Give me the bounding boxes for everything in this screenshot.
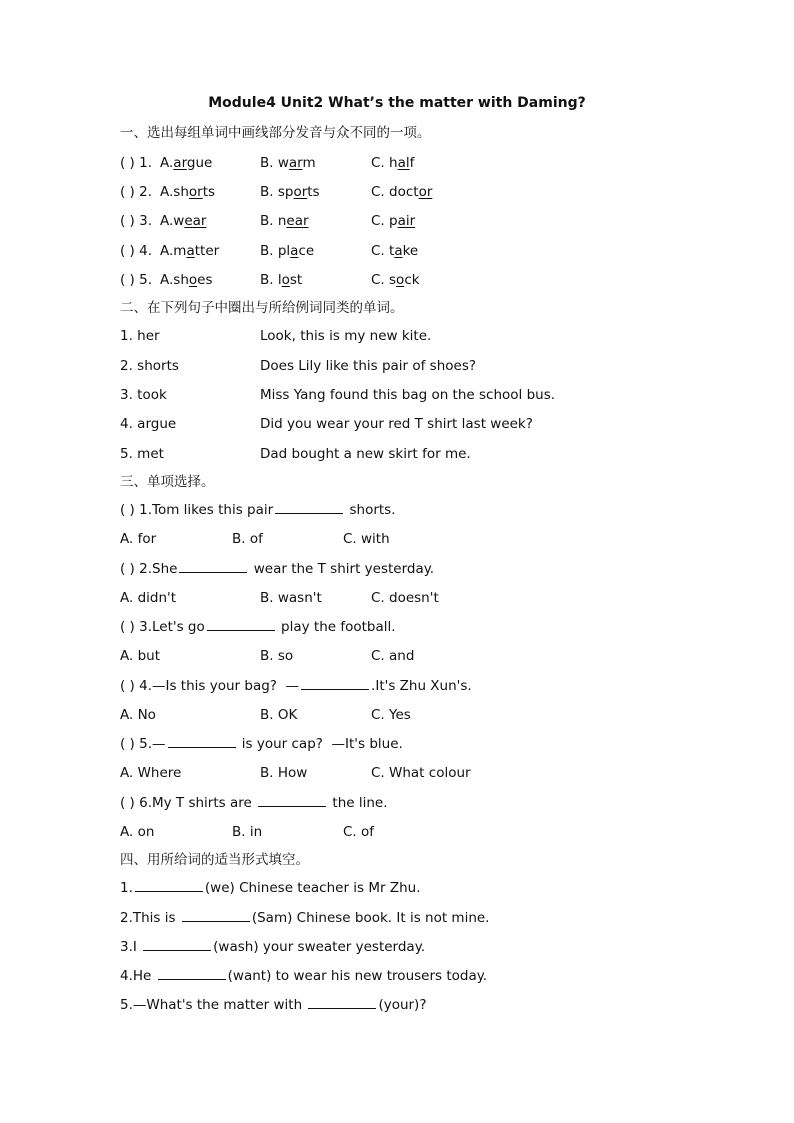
section-heading: 四、用所给词的适当形式填空。 bbox=[120, 852, 309, 868]
fill-in-sentence bbox=[120, 994, 427, 1016]
example-word: 1. her bbox=[120, 328, 160, 344]
question-suffix: shorts. bbox=[345, 502, 396, 518]
option-suffix: gue bbox=[186, 155, 213, 171]
answer-blank bbox=[158, 965, 226, 980]
example-word: 3. took bbox=[120, 387, 167, 403]
option-prefix: A.m bbox=[160, 243, 187, 259]
sentence-prefix: 3.I bbox=[120, 939, 142, 955]
option-prefix: C. doct bbox=[371, 184, 419, 200]
worksheet-title: Module4 Unit2 What’s the matter with Daming? bbox=[208, 95, 586, 111]
sentence: Look, this is my new kite. bbox=[260, 328, 432, 344]
option-b bbox=[260, 152, 316, 174]
option-b: B. OK bbox=[260, 707, 298, 723]
answer-blank bbox=[308, 994, 376, 1009]
answer-blank bbox=[168, 733, 236, 748]
option-a bbox=[160, 181, 215, 203]
option-a bbox=[160, 152, 212, 174]
option-a bbox=[160, 269, 213, 291]
answer-blank bbox=[143, 936, 211, 951]
option-suffix: m bbox=[302, 155, 316, 171]
underlined-letters: ar bbox=[288, 155, 303, 171]
option-c bbox=[371, 210, 415, 232]
option-prefix: B. sp bbox=[260, 184, 294, 200]
option-c bbox=[371, 269, 420, 291]
underlined-letters: or bbox=[188, 184, 203, 200]
option-prefix: A.sh bbox=[160, 184, 189, 200]
underlined-letters: or bbox=[293, 184, 308, 200]
option-suffix: ts bbox=[202, 184, 216, 200]
underlined-letters: o bbox=[281, 272, 290, 288]
sentence-suffix: (wash) your sweater yesterday. bbox=[213, 939, 426, 955]
answer-blank bbox=[179, 558, 247, 573]
underlined-letters: o bbox=[396, 272, 405, 288]
option-suffix: f bbox=[409, 155, 415, 171]
question-text bbox=[120, 558, 434, 580]
option-prefix: A. bbox=[160, 155, 174, 171]
option-b bbox=[260, 269, 302, 291]
option-a: A. for bbox=[120, 531, 157, 547]
option-b: B. wasn't bbox=[260, 590, 322, 606]
question-prefix: ( ) 6.My T shirts are bbox=[120, 795, 257, 811]
sentence: Miss Yang found this bag on the school bus. bbox=[260, 387, 556, 403]
question-prefix: ( ) 3.Let's go bbox=[120, 619, 205, 635]
question-prefix: ( ) 2.She bbox=[120, 561, 178, 577]
sentence-suffix: (want) to wear his new trousers today. bbox=[227, 968, 488, 984]
option-prefix: A.w bbox=[160, 213, 185, 229]
underlined-letters: ear bbox=[184, 213, 207, 229]
sentence-prefix: 4.He bbox=[120, 968, 156, 984]
option-b bbox=[260, 181, 320, 203]
underlined-letters: ear bbox=[286, 213, 309, 229]
option-b: B. of bbox=[232, 531, 263, 547]
option-suffix: st bbox=[289, 272, 303, 288]
fill-in-sentence bbox=[120, 877, 421, 899]
option-prefix: C. t bbox=[371, 243, 395, 259]
option-prefix: B. pl bbox=[260, 243, 291, 259]
question-text bbox=[120, 616, 396, 638]
question-text bbox=[120, 499, 396, 521]
sentence-suffix: (Sam) Chinese book. It is not mine. bbox=[251, 910, 490, 926]
underlined-letters: a bbox=[186, 243, 195, 259]
option-a: A. but bbox=[120, 648, 160, 664]
underlined-letters: o bbox=[188, 272, 198, 288]
option-b: B. so bbox=[260, 648, 294, 664]
option-b bbox=[260, 210, 309, 232]
example-word: 2. shorts bbox=[120, 358, 179, 374]
option-prefix: C. s bbox=[371, 272, 397, 288]
option-c bbox=[371, 181, 432, 203]
sentence: Does Lily like this pair of shoes? bbox=[260, 358, 477, 374]
question-text bbox=[120, 733, 403, 755]
underlined-letters: a bbox=[290, 243, 299, 259]
option-suffix: ck bbox=[404, 272, 420, 288]
sentence: Dad bought a new skirt for me. bbox=[260, 446, 471, 462]
question-suffix: play the football. bbox=[276, 619, 396, 635]
question-suffix: wear the T shirt yesterday. bbox=[249, 561, 435, 577]
answer-blank bbox=[301, 675, 369, 690]
underlined-letters: ar bbox=[173, 155, 187, 171]
option-c: C. with bbox=[343, 531, 390, 547]
fill-in-sentence bbox=[120, 936, 425, 958]
item-number: ( ) 1. bbox=[120, 155, 152, 171]
option-a: A. Where bbox=[120, 765, 182, 781]
example-word: 4. argue bbox=[120, 416, 177, 432]
sentence-suffix: (your)? bbox=[378, 997, 427, 1013]
option-c bbox=[371, 152, 414, 174]
underlined-letters: a bbox=[394, 243, 403, 259]
option-suffix: ce bbox=[298, 243, 315, 259]
question-suffix: is your cap? —It's blue. bbox=[237, 736, 403, 752]
option-c: C. Yes bbox=[371, 707, 411, 723]
option-suffix: es bbox=[197, 272, 213, 288]
option-prefix: B. n bbox=[260, 213, 287, 229]
option-suffix: tter bbox=[194, 243, 220, 259]
question-prefix: ( ) 5.— bbox=[120, 736, 166, 752]
question-suffix: .It's Zhu Xun's. bbox=[371, 678, 472, 694]
sentence-prefix: 2.This is bbox=[120, 910, 180, 926]
option-a: A. didn't bbox=[120, 590, 177, 606]
option-a bbox=[160, 240, 219, 262]
option-a: A. No bbox=[120, 707, 156, 723]
example-word: 5. met bbox=[120, 446, 164, 462]
sentence-prefix: 1. bbox=[120, 880, 133, 896]
item-number: ( ) 5. bbox=[120, 272, 152, 288]
option-a bbox=[160, 210, 206, 232]
option-prefix: C. p bbox=[371, 213, 398, 229]
option-suffix: ts bbox=[307, 184, 320, 200]
question-text bbox=[120, 675, 472, 697]
answer-blank bbox=[275, 499, 343, 514]
question-text bbox=[120, 792, 388, 814]
option-a: A. on bbox=[120, 824, 155, 840]
option-c: C. doesn't bbox=[371, 590, 439, 606]
option-c: C. of bbox=[343, 824, 375, 840]
question-prefix: ( ) 4.—Is this your bag? — bbox=[120, 678, 300, 694]
fill-in-sentence bbox=[120, 965, 487, 987]
underlined-letters: air bbox=[397, 213, 416, 229]
answer-blank bbox=[258, 792, 326, 807]
item-number: ( ) 2. bbox=[120, 184, 152, 200]
fill-in-sentence bbox=[120, 907, 489, 929]
question-prefix: ( ) 1.Tom likes this pair bbox=[120, 502, 274, 518]
underlined-letters: al bbox=[397, 155, 410, 171]
section-heading: 二、在下列句子中圈出与所给例词同类的单词。 bbox=[120, 300, 404, 316]
option-prefix: B. l bbox=[260, 272, 282, 288]
option-c: C. What colour bbox=[371, 765, 471, 781]
answer-blank bbox=[207, 616, 275, 631]
answer-blank bbox=[135, 877, 203, 892]
item-number: ( ) 4. bbox=[120, 243, 152, 259]
option-suffix: ke bbox=[402, 243, 419, 259]
option-b: B. in bbox=[232, 824, 263, 840]
option-prefix: A.sh bbox=[160, 272, 189, 288]
question-suffix: the line. bbox=[328, 795, 388, 811]
sentence-suffix: (we) Chinese teacher is Mr Zhu. bbox=[204, 880, 421, 896]
option-b bbox=[260, 240, 314, 262]
option-c bbox=[371, 240, 418, 262]
section-heading: 一、选出每组单词中画线部分发音与众不同的一项。 bbox=[120, 125, 431, 141]
sentence-prefix: 5.—What's the matter with bbox=[120, 997, 307, 1013]
option-prefix: B. w bbox=[260, 155, 289, 171]
option-c: C. and bbox=[371, 648, 415, 664]
sentence: Did you wear your red T shirt last week? bbox=[260, 416, 533, 432]
item-number: ( ) 3. bbox=[120, 213, 152, 229]
option-prefix: C. h bbox=[371, 155, 398, 171]
option-b: B. How bbox=[260, 765, 308, 781]
answer-blank bbox=[182, 907, 250, 922]
section-heading: 三、单项选择。 bbox=[120, 474, 215, 490]
underlined-letters: or bbox=[418, 184, 433, 200]
